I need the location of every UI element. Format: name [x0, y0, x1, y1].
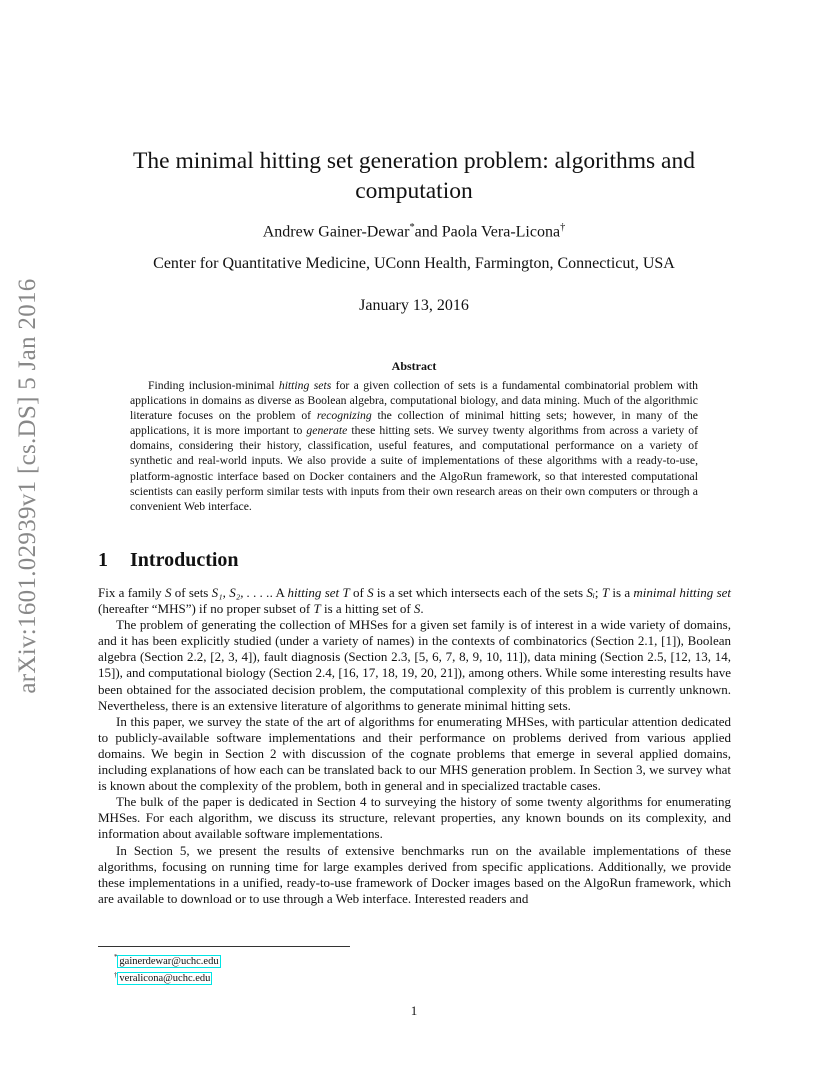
math-var: S — [367, 585, 374, 600]
math-seq: S₁, S₂, . . . . — [211, 585, 270, 600]
author-2: and Paola Vera-Licona — [414, 223, 561, 241]
abstract-text: for a given collection of sets is a fundamental combinatorial problem with applications in domains as diverse as Boolean algebra, computational biology, and data mining. Much of the algorithmic literature focuses on the problem of — [130, 379, 699, 423]
text: is a set which intersects each of the sets — [376, 585, 584, 600]
author-1: Andrew Gainer-Dewar — [262, 223, 410, 241]
author-2-mark: † — [560, 222, 566, 233]
paragraph-3: In this paper, we survey the state of the art of algorithms for enumerating MHSes, with particular attention dedicated to publicly-available software implementations and their performance on problems derived from various applied domains. We begin in Section 2 with discussion of the cognate problems that emerge in several applied domains, including explanations of how each can be translated back to our MHS generation problem. In Section 3, we survey what is known about the complexity of the problem, both in general and in specialized tractable cases. — [98, 713, 731, 794]
text: (hereafter “MHS”) if no proper subset of — [98, 601, 311, 617]
text: . A — [269, 585, 285, 600]
email-link-1[interactable]: gainerdewar@uchc.edu — [119, 955, 219, 967]
text: of sets — [174, 585, 209, 600]
abstract-body — [130, 378, 698, 514]
section-heading — [98, 549, 239, 572]
text: of — [352, 585, 364, 600]
arxiv-identifier: arXiv:1601.02939v1 [cs.DS] 5 Jan 2016 — [14, 278, 41, 694]
math-var: T — [601, 585, 610, 600]
math-var: S — [164, 585, 172, 600]
term: hitting set — [287, 585, 340, 600]
abstract-emphasis: recognizing — [316, 409, 372, 423]
abstract-emphasis: hitting sets — [278, 379, 332, 392]
abstract-text: Finding inclusion-minimal — [148, 379, 275, 392]
math-var: S — [413, 601, 421, 617]
footnote-rule — [98, 946, 350, 947]
section-number: 1 — [98, 549, 108, 571]
term: minimal hitting set — [633, 585, 732, 600]
math-var: T — [342, 585, 350, 600]
abstract-heading: Abstract — [391, 359, 437, 373]
footnote-mark: † — [114, 971, 118, 979]
text: is a — [612, 585, 631, 600]
paragraph-1: Fix a family S of sets S₁, S₂, . . . .. A hitting set T of S is a set which intersects each of the sets Sᵢ; T is a minimal hitting set (hereafter “MHS”) if no proper subset of T is a hitting set of S. — [98, 585, 732, 617]
email-link-2[interactable]: veralicona@uchc.edu — [119, 973, 211, 984]
author-1-mark: * — [409, 222, 415, 233]
footnote-2 — [114, 969, 221, 987]
arxiv-sidebar — [0, 0, 56, 1072]
footnotes — [114, 951, 221, 986]
paragraph-5: In Section 5, we present the results of extensive benchmarks run on the available implementations of these algorithms, focusing on running time for large examples derived from specific applications. Additionally, we provide these implementations in a unified, ready-to-use framework of Docker images based on the AlgoRun framework, which are available to download or to use through a Web interface. Interested readers and — [98, 842, 731, 906]
abstract-text: the collection of minimal hitting sets; however, in many of the applications, it is more important to — [130, 409, 698, 438]
math-var: T — [313, 601, 321, 617]
footnote-mark: * — [114, 954, 118, 961]
math-var: Sᵢ — [586, 585, 595, 600]
text: is a hitting set of — [324, 601, 411, 617]
paper-title: The minimal hitting set generation problem: algorithms and computation — [133, 148, 695, 204]
affiliation: Center for Quantitative Medicine, UConn Health, Farmington, Connecticut, USA — [153, 255, 675, 272]
text: ; — [594, 585, 599, 600]
page-number: 1 — [410, 1003, 418, 1018]
paper-date: January 13, 2016 — [359, 297, 469, 314]
body-text — [98, 585, 731, 907]
paragraph-4: The bulk of the paper is dedicated in Section 4 to surveying the history of some twenty algorithms for enumerating MHSes. For each algorithm, we discuss its structure, relevant properties, any known bounds on its complexity, and information about available software implementations. — [98, 794, 731, 842]
footnote-1 — [114, 951, 221, 969]
abstract-emphasis: generate — [306, 424, 348, 438]
paragraph-2: The problem of generating the collection of MHSes for a given set family is of interest in a wide variety of domains, and it has been explicitly studied (under a variety of names) in the contexts of combinatorics (Section 2.1, [1]), Boolean algebra (Section 2.2, [2, 3, 4]), fault diagnosis (Section 2.3, [5, 6, 7, 8, 9, 10, 11]), data mining (Section 2.5, [12, 13, 14, 15]), and computational biology (Section 2.4, [16, 17, 18, 19, 20, 21]), among others. While some interesting results have been obtained for the associated decision problem, the computational complexity of this problem is currently unknown. Nevertheless, there is an extensive literature of algorithms to generate minimal hitting sets. — [98, 617, 731, 713]
text: Fix a family — [98, 585, 162, 600]
section-title: Introduction — [130, 549, 239, 571]
abstract-text: these hitting sets. We survey twenty algorithms from across a variety of domains, considering their history, classification, useful features, and computational performance on a variety of synthetic and real-world inputs. We also provide a suite of implementations of these algorithms with a ready-to-use, platform-agnostic interface based on Docker containers and the AlgoRun framework, so that interested computational scientists can easily perform similar tests with inputs from their own research areas on their own computers or through a convenient Web interface. — [130, 424, 698, 513]
author-line — [110, 222, 718, 241]
